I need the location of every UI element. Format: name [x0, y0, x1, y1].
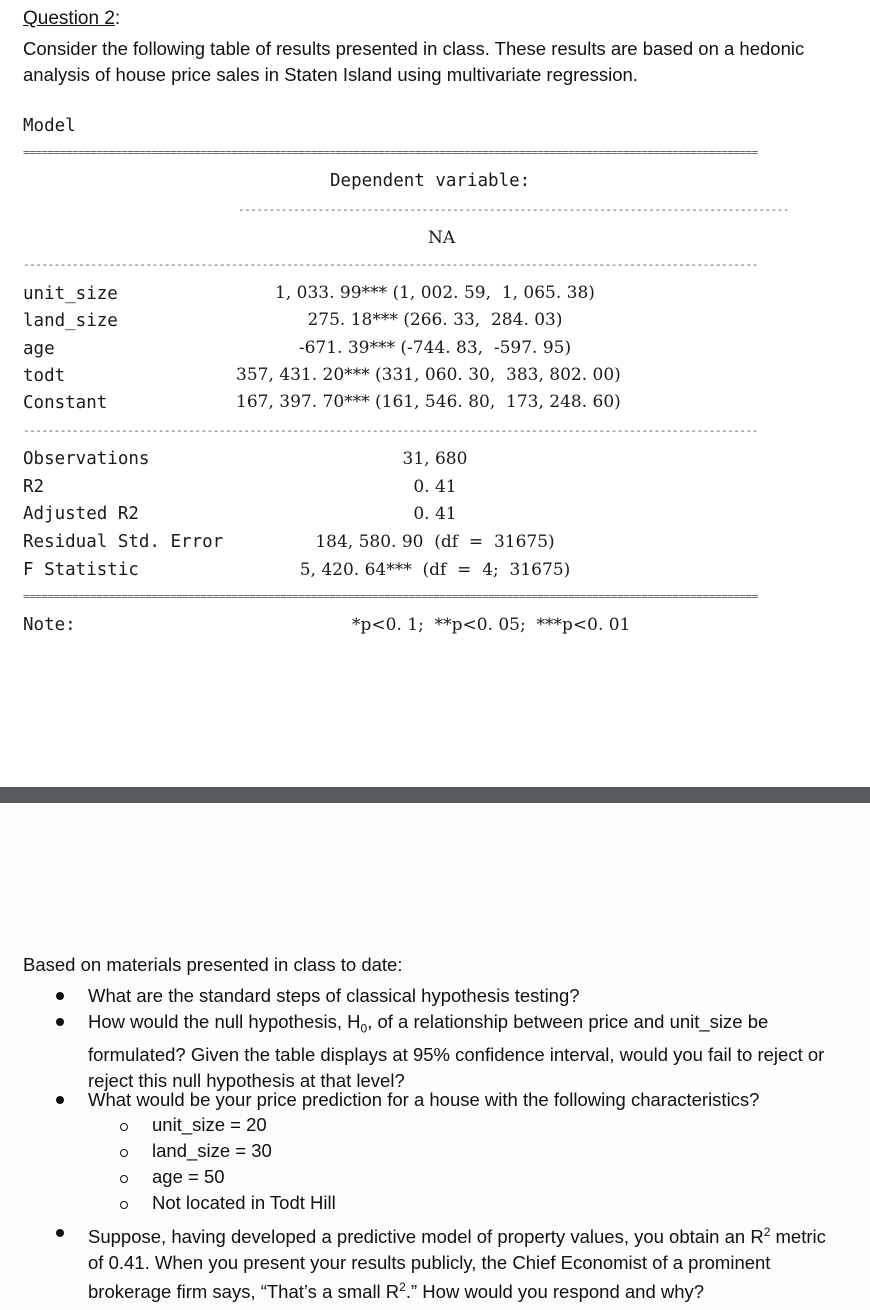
- dashed-rule-2: ------------------------------------------------------------------------------------------------------------------------: [23, 424, 758, 437]
- stat-name-r2: R2: [23, 477, 45, 497]
- coef-value-unit-size: 1, 033. 99*** (1, 002. 59, 1, 065. 38): [275, 283, 595, 303]
- note-value: *p<0. 1; **p<0. 05; ***p<0. 01: [352, 615, 631, 635]
- coef-value-age: -671. 39*** (-744. 83, -597. 95): [298, 338, 572, 358]
- bullet-icon: [56, 1229, 64, 1237]
- coef-name-unit-size: unit_size: [23, 284, 118, 304]
- double-rule-bottom: ========================================================================================================================: [23, 590, 758, 603]
- sub-bullet-icon: [120, 1175, 128, 1183]
- coef-name-constant: Constant: [23, 393, 108, 413]
- coef-name-land-size: land_size: [23, 311, 118, 331]
- dashed-rule-depvar: ------------------------------------------------------------------------------------------: [238, 203, 790, 216]
- coef-value-todt: 357, 431. 20*** (331, 060. 30, 383, 802. 00): [236, 365, 621, 385]
- note-label: Note:: [23, 615, 76, 635]
- stat-value-f-statistic: 5, 420. 64*** (df = 4; 31675): [299, 560, 571, 580]
- coef-name-age: age: [23, 339, 55, 359]
- stat-name-residual-std-error: Residual Std. Error: [23, 532, 224, 552]
- question-null-hypothesis: How would the null hypothesis, $H_0$, of a relationship between price and unit_size be formulated? Given the table displays at 95% confidence interval, would you fail to reject or reject this null hypothesis at that level?: [88, 1011, 825, 1091]
- characteristic-item: age = 50: [152, 1166, 225, 1187]
- stat-value-residual-std-error: 184, 580. 90 (df = 31675): [315, 532, 555, 552]
- question-hypothesis-steps: What are the standard steps of classical hypothesis testing?: [88, 985, 580, 1006]
- characteristic-item: Not located in Todt Hill: [152, 1192, 336, 1213]
- bullet-icon: [56, 1018, 64, 1026]
- dashed-rule-1: ------------------------------------------------------------------------------------------------------------------------: [23, 258, 758, 271]
- question-r-squared: Suppose, having developed a predictive model of property values, you obtain an $R^2$ metric of 0.41. When you present your results publicly, the Chief Economist of a prominent brokerage firm says, “That’s a small $R^2$.” How would you respond and why?: [88, 1225, 826, 1303]
- document-page-bottom: [0, 803, 870, 1310]
- sub-bullet-icon: [120, 1149, 128, 1157]
- stat-name-observations: Observations: [23, 449, 150, 469]
- question-intro: Consider the following table of results presented in class. These results are based on a hedonic analysis of house price sales in Staten Island using multivariate regression.: [23, 38, 805, 85]
- sub-bullet-icon: [120, 1201, 128, 1209]
- coef-value-land-size: 275. 18*** (266. 33, 284. 03): [307, 310, 563, 330]
- dependent-variable-value: NA: [428, 228, 456, 248]
- coef-value-constant: 167, 397. 70*** (161, 546. 80, 173, 248. 60): [236, 392, 621, 412]
- characteristic-item: unit_size = 20: [152, 1114, 267, 1135]
- stat-name-adjusted-r2: Adjusted R2: [23, 504, 139, 524]
- stat-value-adjusted-r2: 0. 41: [413, 504, 457, 524]
- question-title: Question 2:: [23, 8, 121, 29]
- stat-value-observations: 31, 680: [402, 449, 468, 469]
- sub-bullet-icon: [120, 1123, 128, 1131]
- bullet-icon: [56, 1096, 64, 1104]
- dependent-variable-label: Dependent variable:: [330, 171, 531, 191]
- double-rule-top: ========================================================================================================================: [23, 146, 758, 159]
- stat-value-r2: 0. 41: [413, 477, 457, 497]
- bullet-icon: [56, 992, 64, 1000]
- stat-name-f-statistic: F Statistic: [23, 560, 139, 580]
- model-label: Model: [23, 116, 76, 136]
- questions-intro: Based on materials presented in class to date:: [23, 954, 403, 975]
- characteristic-item: land_size = 30: [152, 1140, 272, 1161]
- page-divider: [0, 787, 870, 803]
- coef-name-todt: todt: [23, 366, 66, 386]
- question-price-prediction: What would be your price prediction for a house with the following characteristics?: [88, 1089, 760, 1110]
